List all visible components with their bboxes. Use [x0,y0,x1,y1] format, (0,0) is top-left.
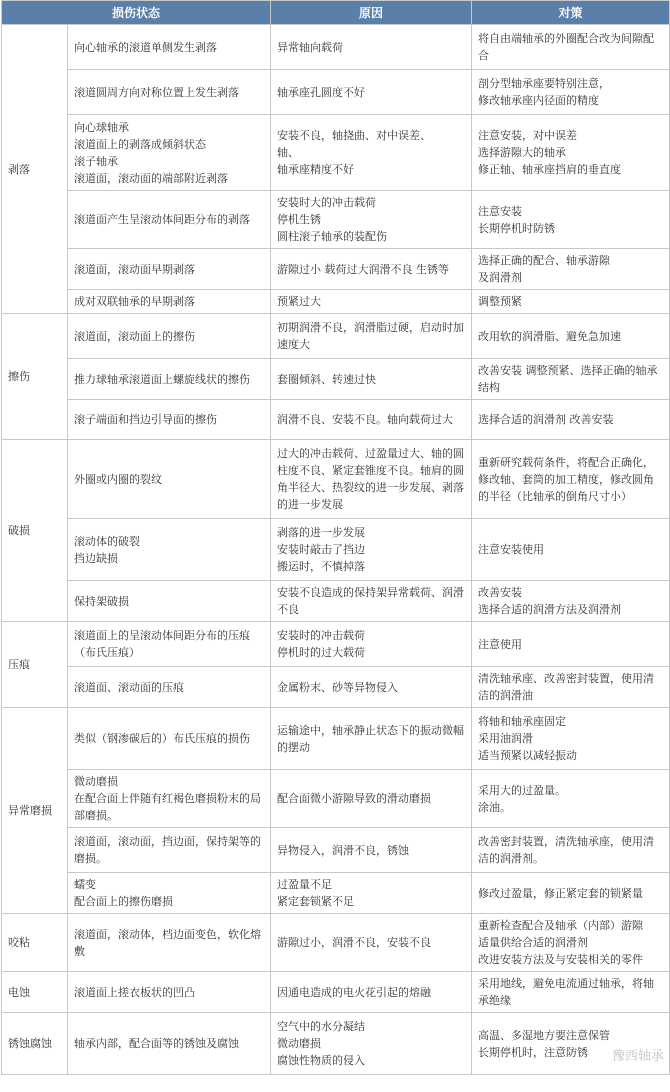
state-cell [68,622,271,667]
measure-cell [472,25,670,70]
state-line: 滚动体的破裂 [74,534,140,548]
cause-cell [271,667,472,708]
cause-line: 剥落的进一步发展 [277,526,366,539]
measure-line: 及润滑剂 [478,271,523,284]
cause-line: 过盈量不足 [277,878,333,891]
state-line: 滚子轴承 [74,154,118,168]
state-line: 向心轴承的滚道单侧发生剥落 [74,40,217,54]
cause-cell [271,828,472,873]
table-row [2,314,670,359]
measure-line: 长期停机时防锈 [478,221,556,235]
table-row [2,914,670,972]
measure-line: 修改过盈量，修正紧定套的锁紧量 [478,886,644,900]
state-cell [68,914,271,972]
measure-line: 涂油。 [478,800,512,814]
state-line: 推力球轴承滚道面上螺旋线状的擦伤 [74,372,250,386]
cause-cell [271,249,472,290]
state-cell [68,708,271,770]
state-cell [68,115,271,191]
cause-cell [271,70,472,115]
cause-line: 配合面微小游隙导致的滑动磨损 [277,792,432,805]
state-line: 保持架破损 [74,594,129,608]
state-line: 滚道面上搓衣板状的凹凸 [74,985,195,999]
measure-line: 选择合适的润滑方法及润滑剂 [478,603,622,616]
measure-line: 适当预紧以减轻振动 [478,749,578,762]
measure-cell [472,290,670,314]
cause-line: 停机时的过大载荷 [277,646,366,659]
state-cell [68,249,271,290]
measure-line: 注意安装使用 [478,543,545,556]
measure-line: 采用大的过盈量。 [478,783,567,797]
table-row [2,708,670,770]
state-line: 滚道面上的呈滚动体间距分布的压痕（布氏压痕） [74,629,250,659]
cause-line: 轴承座精度不好 [277,163,355,176]
state-cell [68,25,271,70]
measure-line: 注意安装，对中误差 [478,129,578,142]
measure-line: 改进安装方法及与安装相关的零件 [478,953,644,966]
measure-line: 注意安装 [478,204,523,218]
cause-cell [271,314,472,359]
state-line: 滚子端面和挡边引导面的擦伤 [74,413,217,426]
cause-cell [271,400,472,440]
measure-cell [472,519,670,581]
measure-line: 剖分型轴承座要特别注意， [478,77,611,90]
category-cell: 咬粘 [2,914,68,972]
cause-cell [271,1013,472,1075]
cause-cell [271,914,472,972]
header-measure: 对策 [472,1,670,25]
state-cell [68,770,271,828]
state-line: 成对双联轴承的早期剥落 [74,295,195,308]
category-cell: 锈蚀腐蚀 [2,1013,68,1075]
measure-cell [472,770,670,828]
cause-line: 异物侵入，润滑不良，锈蚀 [277,843,410,857]
cause-line: 停机生锈 [277,213,322,226]
table-row [2,115,670,191]
state-cell [68,972,271,1013]
measure-cell [472,115,670,191]
category-cell: 压痕 [2,622,68,708]
header-cause: 原因 [271,1,472,25]
table-row [2,70,670,115]
measure-line: 清洗轴承座、改善密封装置，使用清洁的润滑油 [478,672,655,702]
cause-line: 搬运时，不慎掉落 [277,560,366,573]
measure-line: 适量供给合适的润滑剂 [478,936,589,949]
category-cell: 擦伤 [2,314,68,440]
state-cell [68,290,271,314]
measure-line: 将自由端轴承的外圈配合改为间隙配合 [478,32,655,62]
measure-line: 选择合适的润滑剂 改善安装 [478,413,614,426]
measure-line: 采用油润滑 [478,732,534,745]
cause-line: 空气中的水分凝结 [277,1020,366,1033]
cause-cell [271,440,472,519]
state-line: 挡边缺损 [74,551,118,565]
state-line: 滚道面，滚动面上的擦伤 [74,329,195,343]
measure-cell [472,581,670,622]
table-row [2,191,670,249]
measure-line: 选择游隙大的轴承 [478,146,567,159]
table-row [2,400,670,440]
measure-cell [472,359,670,400]
measure-line: 改善密封装置，清洗轴承座，使用清洁的润滑剂。 [478,835,655,865]
state-line: 在配合面上伴随有红褐色磨损粉末的局部磨损。 [74,792,261,822]
measure-line: 修正轴、轴承座挡肩的垂直度 [478,163,622,176]
state-line: 滚道圆周方向对称位置上发生剥落 [74,85,239,99]
table-row [2,249,670,290]
measure-line: 选择正确的配合、轴承游隙 [478,254,611,267]
state-line: 滚道面产生呈滚动体间距分布的剥落 [74,213,250,226]
table-row [2,770,670,828]
cause-cell [271,770,472,828]
measure-line: 修改轴承座内径面的精度 [478,94,600,107]
cause-line: 套圈倾斜、转速过快 [277,372,377,386]
table-row [2,622,670,667]
cause-line: 安装时大的冲击载荷 [277,196,377,209]
state-cell [68,70,271,115]
cause-cell [271,25,472,70]
cause-line: 轴、 [277,146,300,159]
table-row [2,1013,670,1075]
cause-line: 初期润滑不良，润滑脂过硬，启动时加速度大 [277,321,465,351]
state-cell [68,1013,271,1075]
measure-cell [472,440,670,519]
table-row [2,440,670,519]
table-row [2,667,670,708]
cause-cell [271,519,472,581]
state-cell [68,314,271,359]
table-row [2,873,670,914]
cause-line: 过大的冲击载荷、过盈量过大、轴的圆柱度不良、紧定套锥度不良。轴肩的圆角半径大、热裂纹的进一步发展、剥落的进一步发展 [277,447,465,511]
cause-line: 金属粉末、砂等异物侵入 [277,680,399,694]
measure-cell [472,1013,670,1075]
measure-line: 注意使用 [478,637,523,651]
cause-line: 安装时的冲击载荷 [277,629,366,642]
category-cell: 异常磨损 [2,708,68,914]
cause-line: 圆柱滚子轴承的装配伤 [277,230,388,243]
measure-cell [472,914,670,972]
cause-cell [271,873,472,914]
state-line: 滚道面，滚动面的端部附近剥落 [74,171,228,185]
state-cell [68,359,271,400]
measure-line: 调整预紧 [478,295,523,308]
measure-cell [472,667,670,708]
category-cell: 破损 [2,440,68,622]
table-row [2,972,670,1013]
table-row [2,290,670,314]
state-line: 微动磨损 [74,775,118,788]
cause-line: 安装不良造成的保持架异常载荷、润滑不良 [277,586,465,616]
state-cell [68,828,271,873]
measure-cell [472,708,670,770]
state-cell [68,873,271,914]
cause-cell [271,622,472,667]
state-line: 轴承内部，配合面等的锈蚀及腐蚀 [74,1037,239,1050]
table-row [2,581,670,622]
measure-line: 改用软的润滑脂、避免急加速 [478,329,622,343]
state-cell [68,440,271,519]
state-cell [68,519,271,581]
state-line: 配合面上的擦伤磨损 [74,895,173,908]
cause-line: 紧定套锁紧不足 [277,895,355,908]
measure-line: 改善安装 调整预紧、选择正确的轴承结构 [478,364,658,394]
measure-cell [472,400,670,440]
state-line: 滚道面，滚动体，档边面变色，软化熔敷 [74,927,261,958]
measure-line: 重新检查配合及轴承（内部）游隙 [478,919,644,932]
state-line: 滚道面、滚动面的压痕 [74,680,184,694]
state-cell [68,400,271,440]
cause-line: 安装时敲击了挡边 [277,543,366,556]
header-damage-state: 损伤状态 [2,1,271,25]
table-row [2,519,670,581]
cause-line: 微动磨损 [277,1037,322,1050]
table-row [2,828,670,873]
cause-line: 润滑不良、安装不良。轴向载荷过大 [277,413,454,426]
measure-cell [472,314,670,359]
state-cell [68,667,271,708]
measure-cell [472,249,670,290]
cause-line: 因通电造成的电火花引起的熔融 [277,985,432,999]
measure-cell [472,191,670,249]
cause-cell [271,972,472,1013]
measure-line: 将轴和轴承座固定 [478,715,567,728]
cause-line: 运输途中，轴承静止状态下的振动微幅的摆动 [277,723,465,754]
cause-cell [271,359,472,400]
watermark: 豫西轴承 [611,1049,664,1064]
cause-line: 预紧过大 [277,295,322,308]
measure-line: 重新研究载荷条件，将配合正确化，修改轴、套筒的加工精度，修改圆角的半径（比轴承的倒角尺寸小） [478,455,655,503]
measure-cell [472,873,670,914]
measure-line: 改善安装 [478,586,523,599]
measure-line: 采用地线，避免电流通过轴承，将轴承绝缘 [478,977,655,1007]
cause-cell [271,191,472,249]
cause-line: 异常轴向载荷 [277,40,344,54]
bearing-damage-table [1,0,670,1075]
cause-cell [271,708,472,770]
state-line: 类似（钢渗碳后的）布氏压痕的损伤 [74,732,250,745]
cause-line: 游隙过小，润滑不良，安装不良 [277,936,432,949]
cause-line: 游隙过小 载荷过大润滑不良 生锈等 [277,262,450,276]
state-line: 滚道面，滚动面早期剥落 [74,262,195,276]
state-line: 滚道面，滚动面，挡边面，保持架等的磨损。 [74,835,261,865]
state-cell [68,191,271,249]
cause-line: 安装不良，轴挠曲、对中误差、 [277,129,432,142]
measure-cell [472,828,670,873]
state-line: 向心球轴承 [74,120,129,134]
cause-cell [271,581,472,622]
cause-cell [271,115,472,191]
header-row [2,1,670,25]
state-cell [68,581,271,622]
state-line: 外圈或内圈的裂纹 [74,472,162,486]
table-body [2,25,670,1075]
table-row [2,359,670,400]
measure-line: 长期停机时，注意防锈 [478,1045,589,1059]
category-cell: 剥落 [2,25,68,314]
table-row [2,25,670,70]
measure-cell [472,972,670,1013]
state-line: 蠕变 [74,878,96,891]
measure-cell [472,70,670,115]
cause-line: 腐蚀性物质的侵入 [277,1054,366,1067]
state-line: 滚道面上的剥落成倾斜状态 [74,137,206,151]
measure-cell [472,622,670,667]
category-cell: 电蚀 [2,972,68,1013]
cause-line: 轴承座孔圆度不好 [277,85,366,99]
measure-line: 高温、多湿地方要注意保管 [478,1028,611,1042]
cause-cell [271,290,472,314]
